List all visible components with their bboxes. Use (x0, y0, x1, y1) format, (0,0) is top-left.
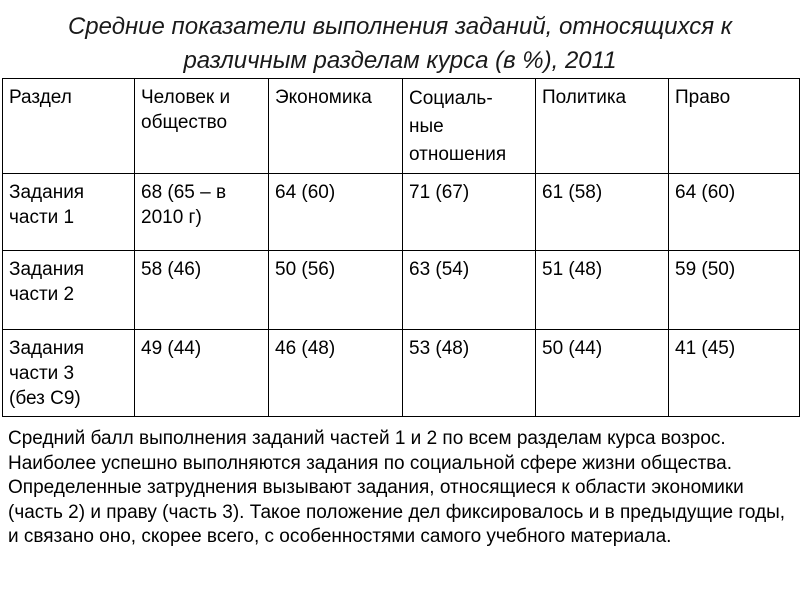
row-label: Задания части 3 (без С9) (3, 330, 135, 417)
table-cell: 53 (48) (403, 330, 536, 417)
table-row (3, 174, 800, 251)
header-section: Раздел (3, 79, 135, 174)
page-title-line-1: Средние показатели выполнения заданий, относящихся к (67, 13, 733, 40)
header-law: Право (669, 79, 800, 174)
table-cell: 50 (44) (536, 330, 669, 417)
table-cell: 46 (48) (269, 330, 403, 417)
table-cell: 64 (60) (669, 174, 800, 251)
header-person-society: Человек и общество (135, 79, 269, 174)
table-cell: 50 (56) (269, 251, 403, 330)
table-cell: 49 (44) (135, 330, 269, 417)
table-cell: 59 (50) (669, 251, 800, 330)
table-row (3, 251, 800, 330)
table-cell: 68 (65 – в 2010 г) (135, 174, 269, 251)
table-cell: 58 (46) (135, 251, 269, 330)
table-cell: 61 (58) (536, 174, 669, 251)
table-cell: 51 (48) (536, 251, 669, 330)
row-label: Задания части 2 (3, 251, 135, 330)
page-title (0, 10, 800, 78)
table-cell: 63 (54) (403, 251, 536, 330)
summary-paragraph: Средний балл выполнения заданий частей 1 и 2 по всем разделам курса возрос. Наиболее успешно выполняются задания по социальной сфере жизни общества. Определенные затруднения вызывают задания, относящиеся к области экономики (часть 2) и праву (часть 3). Такое положение дел фиксировалось и в предыдущие годы, и связано оно, скорее всего, с особенностями самого учебного материала. (8, 428, 786, 548)
header-social-relations: Социаль- ные отношения (403, 79, 536, 174)
row-label: Задания части 1 (3, 174, 135, 251)
table-cell: 41 (45) (669, 330, 800, 417)
table-header-row (3, 79, 800, 174)
table-cell: 64 (60) (269, 174, 403, 251)
table-cell: 71 (67) (403, 174, 536, 251)
header-economics: Экономика (269, 79, 403, 174)
table-row (3, 330, 800, 417)
page-title-line-2: различным разделам курса (в %), 2011 (183, 47, 617, 74)
header-politics: Политика (536, 79, 669, 174)
results-table (2, 78, 800, 417)
